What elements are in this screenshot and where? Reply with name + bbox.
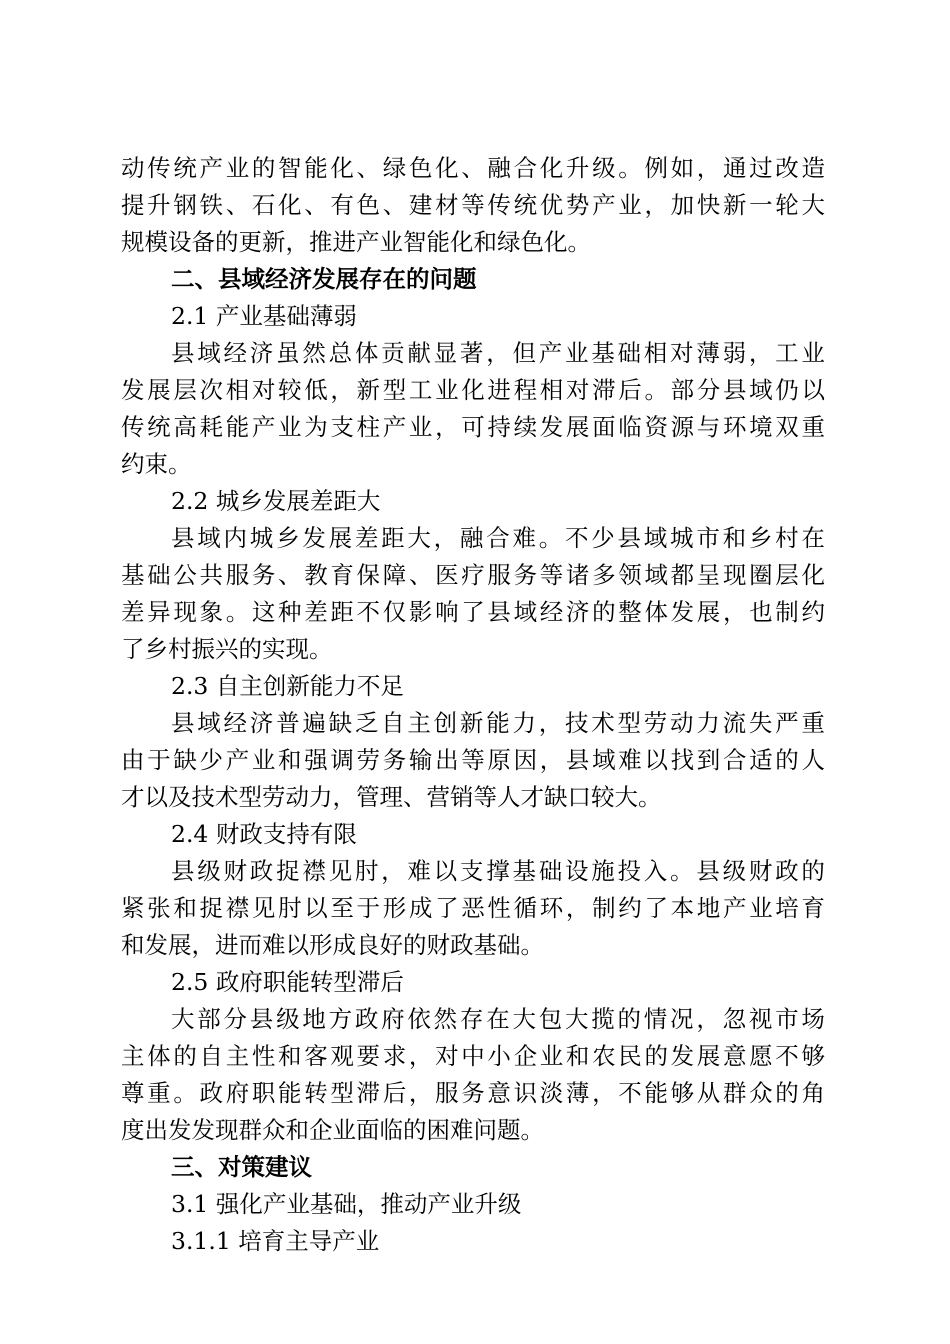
- text-line: 大 部 分 县 级 地 方 政 府 依 然 存 在 大 包 大 揽 的 情 况 ， 忽 视 市 场: [171, 1005, 825, 1033]
- document-page: [121, 150, 825, 1260]
- text-line: 度出发发现群众和企业面临的困难问题。: [121, 1116, 544, 1144]
- text-line: 了乡村振兴的实现。: [121, 635, 333, 663]
- text-line: 传 统 高 耗 能 产 业 为 支 柱 产 业 ， 可 持 续 发 展 面 临 资 源 与 环 境 双 重: [121, 413, 825, 441]
- subsection-heading: 2.4 财政支持有限: [171, 820, 357, 848]
- paragraph: [121, 705, 825, 816]
- text-line: 主 体 的 自 主 性 和 客 观 要 求 ， 对 中 小 企 业 和 农 民 的 发 展 意 愿 不 够: [121, 1042, 825, 1070]
- section-heading: 三、对策建议: [171, 1153, 312, 1181]
- text-line: 尊 重 。 政 府 职 能 转 型 滞 后 ， 服 务 意 识 淡 薄 ， 不 能 够 从 群 众 的 角: [121, 1079, 825, 1107]
- text-line: 规模设备的更新，推进产业智能化和绿色化。: [121, 228, 591, 256]
- text-line: 约束。: [121, 450, 192, 478]
- paragraph: [121, 853, 825, 964]
- text-line: 县 域 经 济 普 遍 缺 乏 自 主 创 新 能 力 ， 技 术 型 劳 动 力 流 失 严 重: [171, 709, 825, 737]
- text-line: 县 域 内 城 乡 发 展 差 距 大 ， 融 合 难 。 不 少 县 域 城 市 和 乡 村 在: [171, 524, 825, 552]
- section-heading: 二、县域经济发展存在的问题: [171, 265, 477, 293]
- paragraph: [121, 520, 825, 668]
- text-line: 发 展 层 次 相 对 较 低 ， 新 型 工 业 化 进 程 相 对 滞 后 。 部 分 县 域 仍 以: [121, 376, 825, 404]
- text-line: 和发展，进而难以形成良好的财政基础。: [121, 931, 544, 959]
- paragraph: [121, 1001, 825, 1149]
- text-line: 县 域 经 济 虽 然 总 体 贡 献 显 著 ， 但 产 业 基 础 相 对 薄 弱 ， 工 业: [171, 339, 825, 367]
- paragraph: [121, 335, 825, 483]
- text-line: 提 升 钢 铁 、 石 化 、 有 色 、 建 材 等 传 统 优 势 产 业 ， 加 快 新 一 轮 大: [121, 191, 825, 219]
- text-line: 基 础 公 共 服 务 、 教 育 保 障 、 医 疗 服 务 等 诸 多 领 域 都 呈 现 圈 层 化: [121, 561, 825, 589]
- text-line: 才以及技术型劳动力，管理、营销等人才缺口较大。: [121, 783, 662, 811]
- subsection-heading: 3.1.1 培育主导产业: [171, 1227, 380, 1255]
- paragraph: [121, 150, 825, 261]
- subsection-heading: 2.2 城乡发展差距大: [171, 487, 381, 515]
- subsection-heading: 3.1 强化产业基础，推动产业升级: [171, 1190, 522, 1218]
- text-line: 紧 张 和 捉 襟 见 肘 以 至 于 形 成 了 恶 性 循 环 ， 制 约 了 本 地 产 业 培 育: [121, 894, 825, 922]
- text-line: 差 异 现 象 。 这 种 差 距 不 仅 影 响 了 县 域 经 济 的 整 体 发 展 ， 也 制 约: [121, 598, 825, 626]
- text-line: 动 传 统 产 业 的 智 能 化 、 绿 色 化 、 融 合 化 升 级 。 例 如 ， 通 过 改 造: [121, 154, 825, 182]
- subsection-heading: 2.5 政府职能转型滞后: [171, 968, 404, 996]
- subsection-heading: 2.1 产业基础薄弱: [171, 302, 357, 330]
- text-line: 县 级 财 政 捉 襟 见 肘 ， 难 以 支 撑 基 础 设 施 投 入 。 县 级 财 政 的: [171, 857, 825, 885]
- subsection-heading: 2.3 自主创新能力不足: [171, 672, 404, 700]
- text-line: 由 于 缺 少 产 业 和 强 调 劳 务 输 出 等 原 因 ， 县 域 难 以 找 到 合 适 的 人: [121, 746, 825, 774]
